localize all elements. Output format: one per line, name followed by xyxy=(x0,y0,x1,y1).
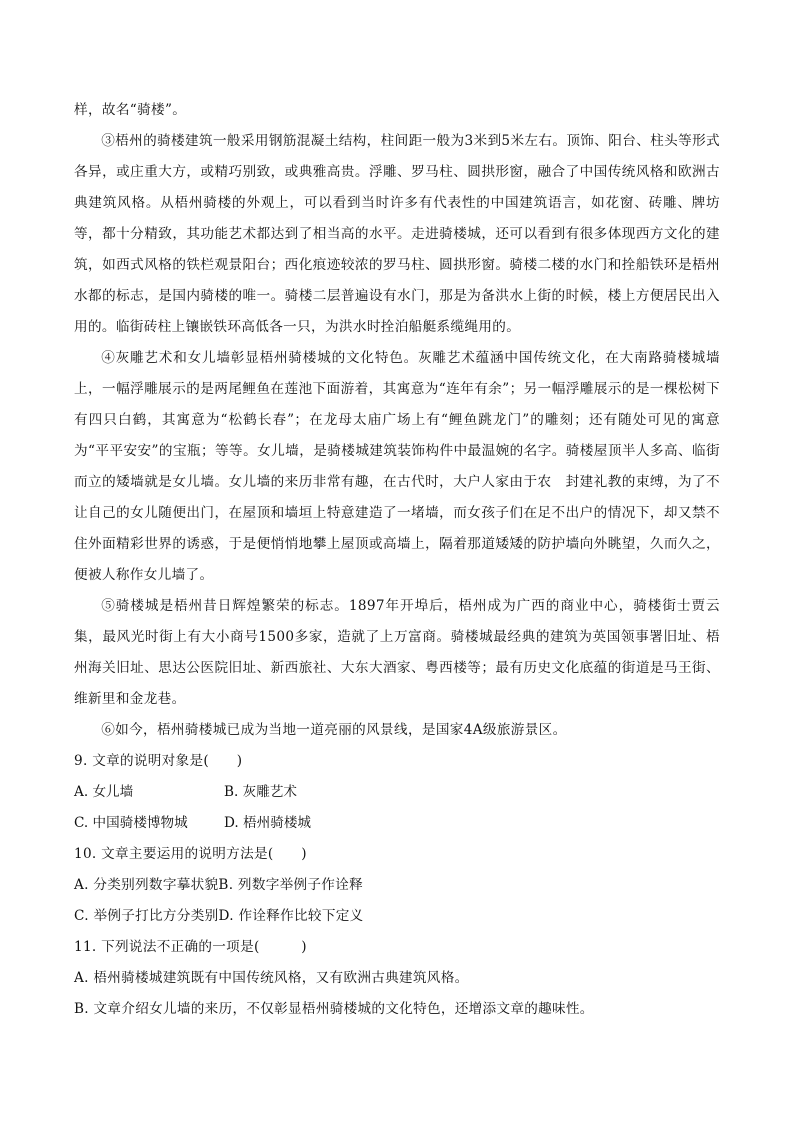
paragraph-4: ④灰雕艺术和女儿墙彰显梧州骑楼城的文化特色。灰雕艺术蕴涵中国传统文化，在大南路骑楼城墙上，一幅浮雕展示的是两尾鲤鱼在莲池下面游着，其寓意为“连年有余”；另一幅浮雕展示的是一棵松树下有四只白鹤，其寓意为“松鹤长春”；在龙母太庙广场上有“鲤鱼跳龙门”的雕刻；还有随处可见的寓意为“平平安安”的宝瓶；等等。女儿墙，是骑楼城建筑装饰构件中最温婉的名字。骑楼屋顶半人多高、临街而立的矮墙就是女儿墙。女儿墙的来历非常有趣，在古代时，大户人家由于农 封建礼教的束缚，为了不让自己的女儿随便出门，在屋顶和墙垣上特意建造了一堵墙，而女孩子们在足不出户的情况下，却又禁不住外面精彩世界的诱惑，于是便悄悄地攀上屋顶或高墙上，隔着那道矮矮的防护墙向外眺望，久而久之，便被人称作女儿墙了。 xyxy=(74,350,720,583)
question-11-stem: 11. 下列说法不正确的一项是( ) xyxy=(74,939,307,955)
question-9-option-a: A. 女儿墙 xyxy=(74,784,134,800)
question-9-options-row-1 xyxy=(74,777,720,808)
paragraph-3: ③梧州的骑楼建筑一般采用钢筋混凝土结构，柱间距一般为3米到5米左右。顶饰、阳台、柱头等形式各异，或庄重大方，或精巧别致，或典雅高贵。浮雕、罗马柱、圆拱形窗，融合了中国传统风格和欧洲古典建筑风格。从梧州骑楼的外观上，可以看到当时许多有代表性的中国建筑语言，如花窗、砖雕、牌坊等，都十分精致，其功能艺术都达到了相当高的水平。走进骑楼城，还可以看到有很多体现西方文化的建筑，如西式风格的铁栏观景阳台；西化痕迹较浓的罗马柱、圆拱形窗。骑楼二楼的水门和拴船铁环是梧州水都的标志，是国内骑楼的唯一。骑楼二层普遍设有水门，那是为备洪水上街的时候，楼上方便居民出入用的。临街砖柱上镶嵌铁环高低各一只，为洪水时拴泊船艇系缆绳用的。 xyxy=(74,133,720,335)
question-11-option-a: A. 梧州骑楼城建筑既有中国传统风格，又有欧洲古典建筑风格。 xyxy=(74,970,469,986)
question-9-option-d: D. 梧州骑楼城 xyxy=(224,815,312,831)
question-9-option-b: B. 灰雕艺术 xyxy=(224,784,298,800)
question-10-options-ab: A. 分类别列数字摹状貌B. 列数字举例子作诠释 xyxy=(74,877,363,893)
question-9-options-row-2 xyxy=(74,808,720,839)
continued-text: 样，故名“骑楼”。 xyxy=(74,102,187,118)
paragraph-5: ⑤骑楼城是梧州昔日辉煌繁荣的标志。1897年开埠后，梧州成为广西的商业中心，骑楼街士贾云集，最风光时街上有大小商号1500多家，造就了上万富商。骑楼城最经典的建筑为英国领事署旧址、梧州海关旧址、思达公医院旧址、新西旅社、大东大酒家、粤西楼等；最有历史文化底蕴的街道是马王街、维新里和金龙巷。 xyxy=(74,598,720,707)
question-10-options-cd: C. 举例子打比方分类别D. 作诠释作比较下定义 xyxy=(74,908,364,924)
question-9-option-c: C. 中国骑楼博物城 xyxy=(74,815,188,831)
paragraph-6: ⑥如今，梧州骑楼城已成为当地一道亮丽的风景线，是国家4A级旅游景区。 xyxy=(101,722,567,738)
document-page xyxy=(74,95,720,1025)
question-11-option-b: B. 文章介绍女儿墙的来历，不仅彰显梧州骑楼城的文化特色，还增添文章的趣味性。 xyxy=(74,1001,594,1017)
question-9-stem: 9. 文章的说明对象是( ) xyxy=(74,753,243,769)
question-10-stem: 10. 文章主要运用的说明方法是( ) xyxy=(74,846,307,862)
